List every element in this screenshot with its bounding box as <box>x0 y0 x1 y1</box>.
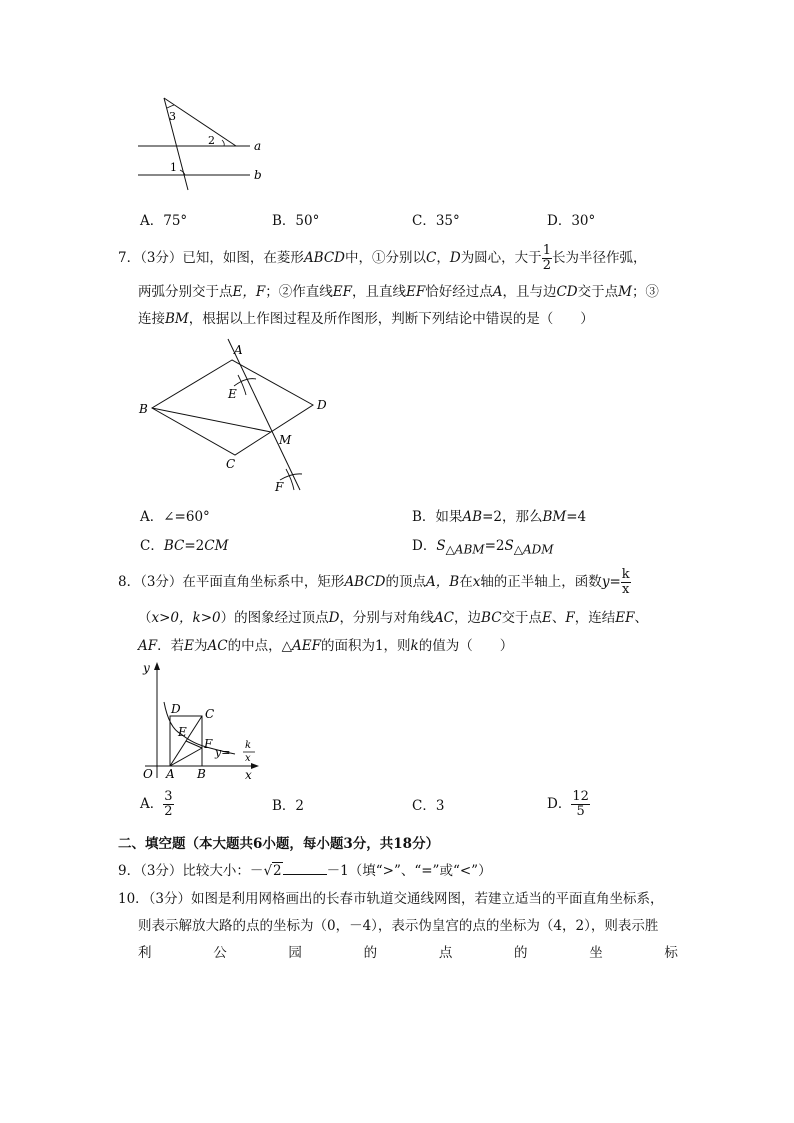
arc-e <box>234 379 256 386</box>
label-angle3: 3 <box>169 110 176 123</box>
arc-f2 <box>286 469 294 490</box>
q8-line2: （x>0，k>0）的图象经过顶点D，分别与对角线AC，边BC交于点E、F，连结EF、 <box>138 610 649 626</box>
x-axis-arrow <box>251 763 259 769</box>
q8-line3: AF．若E为AC的中点，△AEF的面积为1，则k的值为（ ） <box>138 638 514 654</box>
q9-line: 9．（3分）比较大小：－√2 －1（填“>”、“=”或“<”） <box>118 863 492 879</box>
q10-line1: 10．（3分）如图是利用网格画出的长春市轨道交通线网图，若建立适当的平面直角坐标系， <box>118 891 664 907</box>
q10-line3: 利 公 园 的 点 的 坐 标 <box>138 945 678 961</box>
section-2-heading: 二、填空题（本大题共6小题，每小题3分，共18分） <box>118 836 440 852</box>
q8-line1: 8．（3分）在平面直角坐标系中，矩形ABCD的顶点A，B在x轴的正半轴上，函数y= $\frac{k}{x}$ <box>118 567 630 597</box>
label-f: F <box>275 480 284 494</box>
q6-option-b: B．50° <box>272 213 320 229</box>
label-d: D <box>171 702 181 716</box>
q9-answer-blank[interactable] <box>283 862 327 875</box>
label-angle2: 2 <box>208 134 215 147</box>
label-angle1: 1 <box>170 161 177 174</box>
q7-line2: 两弧分别交于点E，F；②作直线EF，且直线EF恰好经过点A，且与边CD交于点M；③ <box>138 284 659 300</box>
q7-option-a: A．∠=60° <box>140 509 210 525</box>
q7-line3: 连接BM，根据以上作图过程及所作图形，判断下列结论中错误的是（ ） <box>138 311 594 327</box>
label-m: M <box>279 433 292 447</box>
y-axis-arrow <box>154 662 160 670</box>
label-b: B <box>197 767 206 781</box>
label-func-x: x <box>245 753 251 764</box>
q6-option-a: A．75° <box>140 213 188 229</box>
label-e: E <box>178 725 187 739</box>
q7-line1: 7．（3分）已知，如图，在菱形ABCD中，①分别以C，D为圆心，大于 $\frac{1}{2}$ 长为半径作弧， <box>118 243 647 273</box>
segment-af <box>170 748 202 766</box>
angle3-arc <box>167 105 174 108</box>
label-x-axis: x <box>245 768 252 782</box>
q7-option-d: D．$S_{\triangle ABM}=2S_{\triangle ADM}$ <box>412 538 554 557</box>
q8-figure <box>135 660 275 782</box>
q8-option-c: C．3 <box>412 798 445 814</box>
label-f: F <box>204 737 213 751</box>
label-c: C <box>205 707 215 721</box>
line-ef <box>228 339 300 490</box>
label-func-k: k <box>245 740 252 751</box>
label-line-a: a <box>254 139 262 153</box>
q10-line2: 则表示解放大路的点的坐标为（0，－4），表示伪皇宫的点的坐标为（4，2），则表示胜 <box>138 918 659 934</box>
label-d: D <box>317 398 327 412</box>
q6-figure <box>130 92 280 192</box>
label-o: O <box>143 767 153 781</box>
q8-option-d: D． $\frac{12}{5}$ <box>547 789 589 819</box>
q6-option-d: D．30° <box>547 213 596 229</box>
arc-e2 <box>238 375 246 395</box>
label-b: B <box>139 402 148 416</box>
label-line-b: b <box>254 168 262 182</box>
fraction-half: $\frac{1}{2}$ <box>542 243 551 273</box>
label-a: A <box>234 343 243 357</box>
label-c: C <box>226 457 236 471</box>
label-e: E <box>228 387 237 401</box>
q8-option-a: A． $\frac{3}{2}$ <box>140 789 173 819</box>
q6-option-c: C．35° <box>412 213 460 229</box>
q8-option-b: B．2 <box>272 798 305 814</box>
q7-option-c: C．BC=2CM <box>140 538 229 554</box>
segment-bm <box>152 408 271 432</box>
angle2-arc <box>222 140 224 146</box>
fraction-k-over-x: $\frac{k}{x}$ <box>621 567 630 597</box>
label-func-y: y= <box>215 746 231 759</box>
q7-figure <box>130 335 330 500</box>
label-y-axis: y <box>143 661 150 675</box>
q7-option-b: B．如果AB=2，那么BM=4 <box>412 509 587 525</box>
label-a: A <box>166 767 175 781</box>
